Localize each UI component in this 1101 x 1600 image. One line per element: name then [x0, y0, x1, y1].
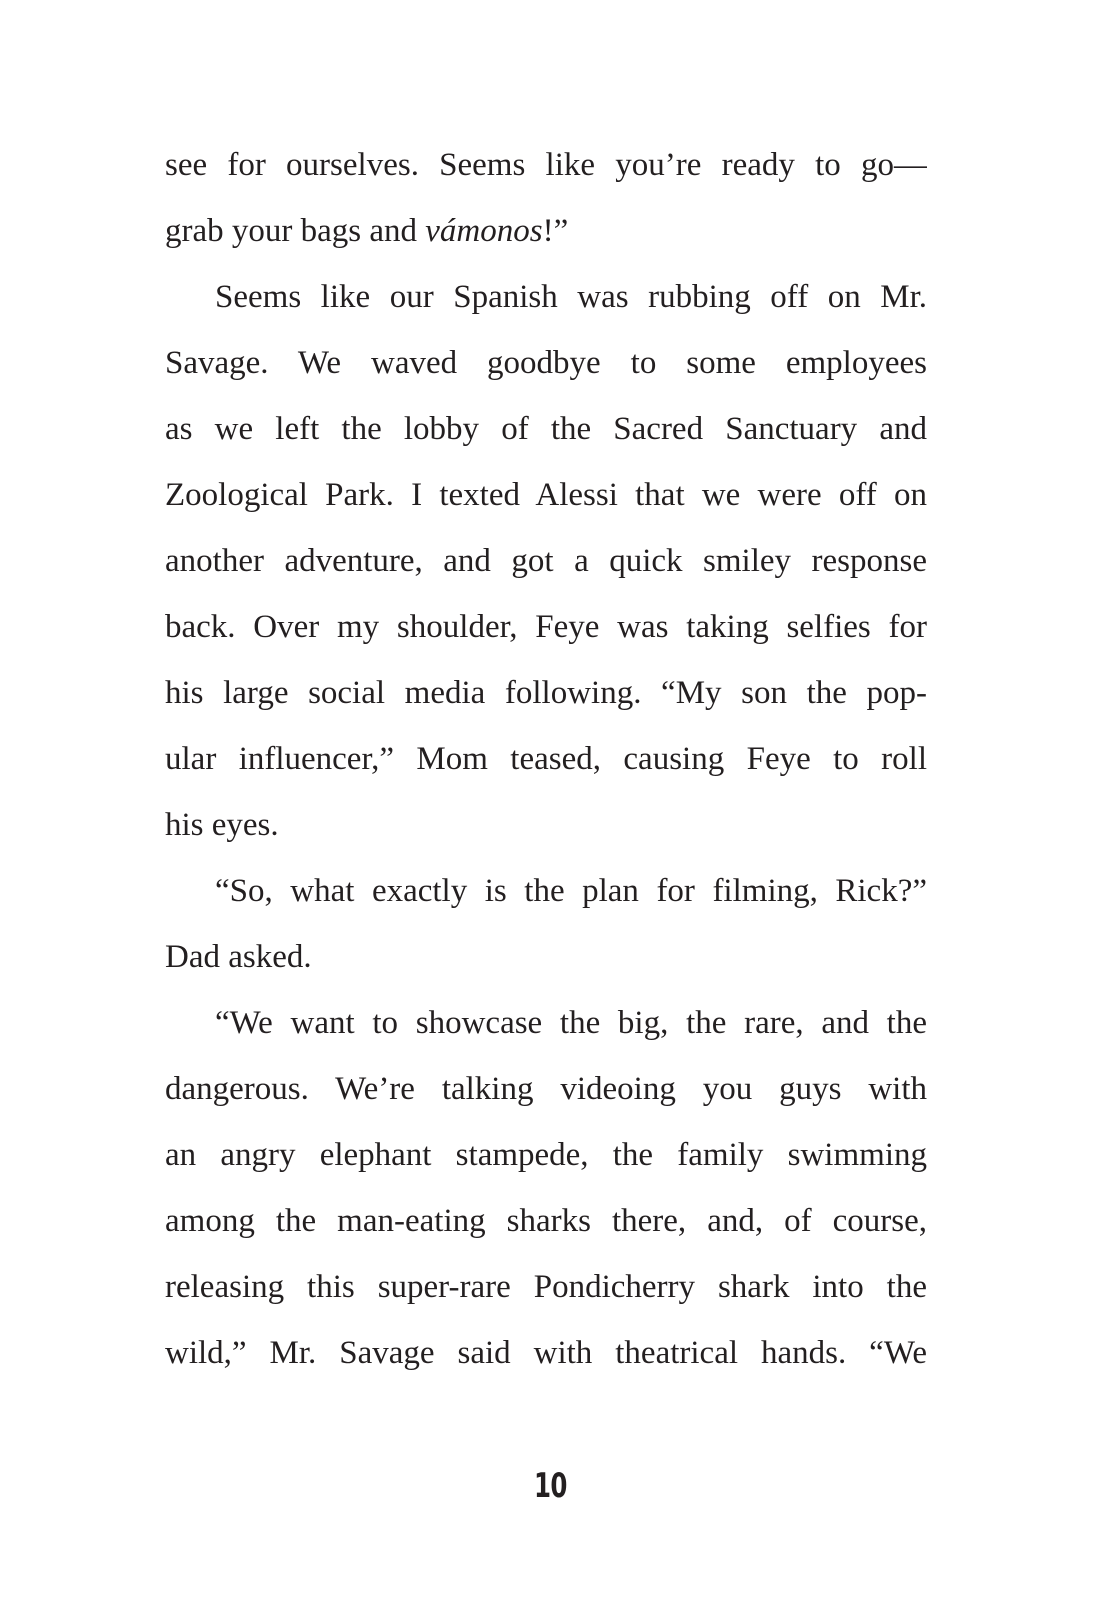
body-text — [165, 132, 927, 1386]
text-line-2 — [165, 198, 927, 264]
text-line-14: “We want to showcase the big, the rare, and the — [215, 1005, 927, 1041]
text-line-2-end: !” — [542, 213, 569, 249]
text-line-10: ular influencer,” Mom teased, causing Feye to roll — [165, 741, 927, 777]
text-line-9: his large social media following. “My son the pop- — [165, 675, 927, 711]
text-line-11: his eyes. — [165, 807, 279, 843]
text-line-18: releasing this super-rare Pondicherry shark into the — [165, 1269, 927, 1305]
text-line-12: “So, what exactly is the plan for filming, Rick?” — [215, 873, 927, 909]
text-line-3: Seems like our Spanish was rubbing off on Mr. — [215, 279, 927, 315]
text-line-19: wild,” Mr. Savage said with theatrical hands. “We — [165, 1335, 927, 1371]
text-line-4: Savage. We waved goodbye to some employees — [165, 345, 927, 381]
text-line-17: among the man-eating sharks there, and, of course, — [165, 1203, 927, 1239]
text-line-15: dangerous. We’re talking videoing you guys with — [165, 1071, 927, 1107]
text-line-1: see for ourselves. Seems like you’re ready to go— — [165, 147, 927, 183]
text-line-5: as we left the lobby of the Sacred Sanctuary and — [165, 411, 927, 447]
spanish-word-vamonos: vámonos — [425, 213, 543, 249]
text-line-2-start: grab your bags and — [165, 213, 426, 249]
text-line-8: back. Over my shoulder, Feye was taking selfies for — [165, 609, 927, 645]
text-line-13: Dad asked. — [165, 939, 312, 975]
page-number: 10 — [534, 1466, 567, 1506]
text-line-16: an angry elephant stampede, the family swimming — [165, 1137, 927, 1173]
text-line-7: another adventure, and got a quick smiley response — [165, 543, 927, 579]
text-line-6: Zoological Park. I texted Alessi that we were off on — [165, 477, 927, 513]
